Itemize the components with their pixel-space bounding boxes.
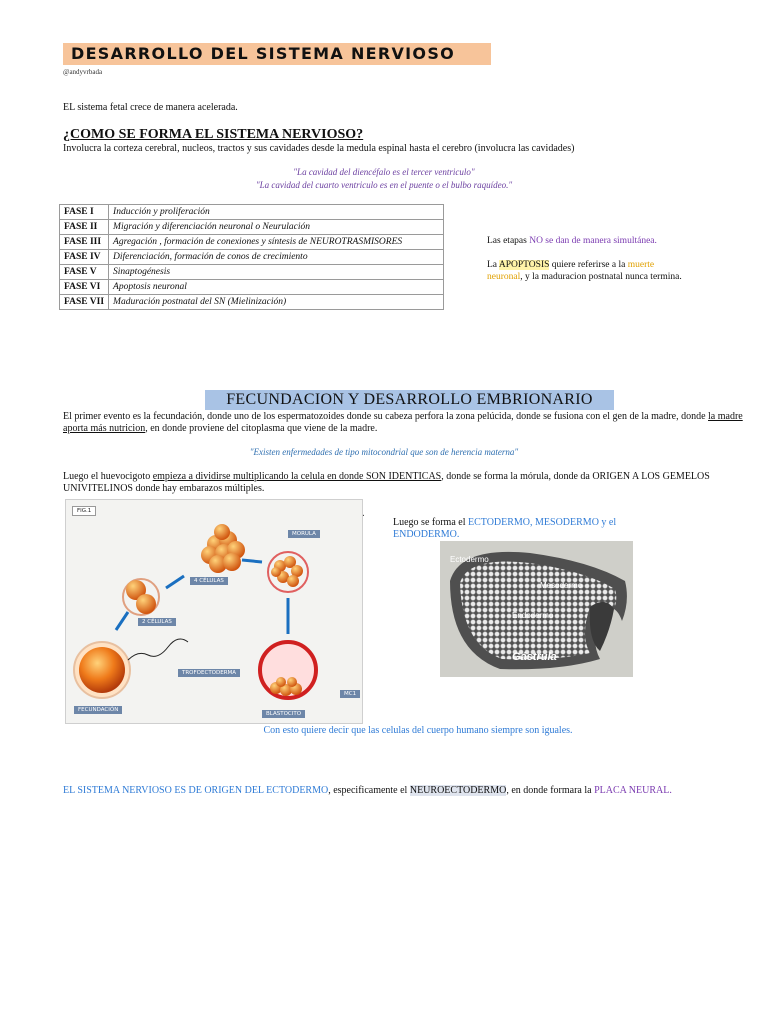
etapas-note bbox=[487, 235, 717, 247]
p2-underline: empieza a dividirse multiplicando la celula en donde SON IDENTICAS bbox=[152, 471, 442, 482]
phase-row bbox=[60, 250, 444, 265]
phase-row bbox=[60, 220, 444, 235]
germ-text-a: Luego se forma el bbox=[393, 517, 468, 528]
morula-mid bbox=[268, 552, 308, 592]
label-2-celulas: 2 CÉLULAS bbox=[138, 618, 176, 626]
phase-label: FASE IV bbox=[60, 250, 109, 265]
fertilization-egg bbox=[74, 639, 188, 698]
huevocigoto-paragraph bbox=[63, 471, 743, 495]
quote-diencefalo: "La cavidad del diencéfalo es el tercer ventriculo" bbox=[293, 167, 475, 177]
page-title: DESARROLLO DEL SISTEMA NERVIOSO bbox=[63, 43, 491, 65]
author-handle: @andyvrbada bbox=[63, 68, 103, 76]
apoptosis-note bbox=[487, 259, 717, 283]
phase-description: Diferenciación, formación de conos de crecimiento bbox=[109, 250, 444, 265]
phase-row bbox=[60, 235, 444, 250]
conclusion-text: Con esto quiere decir que las celulas del cuerpo humano siempre son iguales. bbox=[263, 725, 573, 736]
phase-label: FASE VII bbox=[60, 295, 109, 310]
label-4-celulas: 4 CÉLULAS bbox=[190, 577, 228, 585]
fig-label: FIG.1 bbox=[72, 506, 96, 516]
quote-mitocondrial: "Existen enfermedades de tipo mitocondrial que son de herencia materna" bbox=[249, 447, 519, 457]
phase-description: Inducción y proliferación bbox=[109, 205, 444, 220]
phase-row bbox=[60, 280, 444, 295]
final-origin: EL SISTEMA NERVIOSO ES DE ORIGEN DEL ECTODERMO bbox=[63, 785, 329, 796]
label-trofoectoderma: TROFOECTODERMA bbox=[178, 669, 240, 677]
label-ectodermo: Ectodermo bbox=[450, 555, 489, 564]
fecundacion-paragraph bbox=[63, 411, 753, 435]
section1-heading: ¿COMO SE FORMA EL SISTEMA NERVIOSO? bbox=[63, 127, 364, 142]
gastrula-image bbox=[440, 541, 633, 677]
phase-description: Apoptosis neuronal bbox=[109, 280, 444, 295]
intro-text: EL sistema fetal crece de manera acelerada. bbox=[63, 102, 238, 113]
germ-layers-text bbox=[393, 517, 653, 541]
phase-label: FASE V bbox=[60, 265, 109, 280]
phase-row bbox=[60, 295, 444, 310]
germ-layers-names: ECTODERMO, MESODERMO y el ENDODERMO. bbox=[393, 517, 617, 540]
phase-label: FASE I bbox=[60, 205, 109, 220]
etapas-text: Las etapas bbox=[487, 236, 530, 246]
label-morula: MORULA bbox=[288, 530, 320, 538]
phase-label: FASE VI bbox=[60, 280, 109, 295]
final-text-b: , especificamente el bbox=[328, 785, 410, 796]
morula-cluster bbox=[201, 524, 245, 573]
embryo-development-figure bbox=[65, 499, 363, 724]
phase-row bbox=[60, 205, 444, 220]
apoptosis-text-a: La bbox=[487, 260, 499, 270]
final-placa-neural: PLACA NEURAL. bbox=[594, 785, 672, 796]
phase-row bbox=[60, 265, 444, 280]
phase-description: Migración y diferenciación neuronal o Neurulación bbox=[109, 220, 444, 235]
etapas-emphasis: NO se dan de manera simultánea. bbox=[529, 236, 657, 246]
section2-heading: FECUNDACION Y DESARROLLO EMBRIONARIO bbox=[205, 390, 614, 410]
apoptosis-term: APOPTOSIS bbox=[498, 260, 550, 270]
apoptosis-text-c: quiere referirse a la bbox=[549, 260, 628, 270]
apoptosis-text-f: , y la maduracion postnatal nunca termina. bbox=[520, 272, 682, 282]
p1-underline: la madre aporta más nutricion bbox=[63, 411, 743, 434]
phase-label: FASE III bbox=[60, 235, 109, 250]
label-gastrula: Gástrula bbox=[512, 651, 557, 663]
phase-description: Maduración postnatal del SN (Mielinización) bbox=[109, 295, 444, 310]
neuronal-term: neuronal bbox=[487, 272, 521, 282]
phases-table bbox=[59, 204, 444, 310]
label-mc1: MC1 bbox=[340, 690, 360, 698]
p1-text-a: El primer evento es la fecundación, donde uno de los espermatozoides donde su cabeza perfora la zona pelúcida, donde se fusiona con el gen de la madre, donde bbox=[63, 411, 709, 422]
section1-text: Involucra la corteza cerebral, nucleos, tractos y sus cavidades desde la medula espinal hasta el cerebro (involucra las cavidades) bbox=[63, 143, 575, 154]
phase-description: Agregación , formación de conexiones y síntesis de NEUROTRASMISORES bbox=[109, 235, 444, 250]
final-statement bbox=[63, 785, 763, 797]
p2-text-c: , donde se forma la mórula, donde da ORIGEN A LOS GEMELOS UNIVITELINOS donde hay embarazos múltiples. bbox=[63, 471, 710, 494]
muerte-term: muerte bbox=[627, 260, 655, 270]
blastocyst bbox=[260, 642, 316, 698]
p2-text-a: Luego el huevocigoto bbox=[63, 471, 153, 482]
phase-description: Sinaptogénesis bbox=[109, 265, 444, 280]
two-cell-stage bbox=[123, 579, 159, 615]
quote-cuarto-ventriculo: "La cavidad del cuarto ventriculo es en el puente o el bulbo raquídeo." bbox=[255, 180, 513, 190]
label-fecundacion: FECUNDACIÓN bbox=[74, 706, 122, 714]
label-blastocito: BLASTOCITO bbox=[262, 710, 305, 718]
label-mesodermo: Mesodermo bbox=[540, 581, 583, 590]
p1-text-c: , en donde proviene del citoplasma que viene de la madre. bbox=[145, 423, 378, 434]
phase-label: FASE II bbox=[60, 220, 109, 235]
label-endodermo: Endodermo bbox=[512, 611, 554, 620]
final-neuroectodermo: NEUROECTODERMO bbox=[409, 785, 507, 796]
final-text-d: , en donde formara la bbox=[506, 785, 595, 796]
